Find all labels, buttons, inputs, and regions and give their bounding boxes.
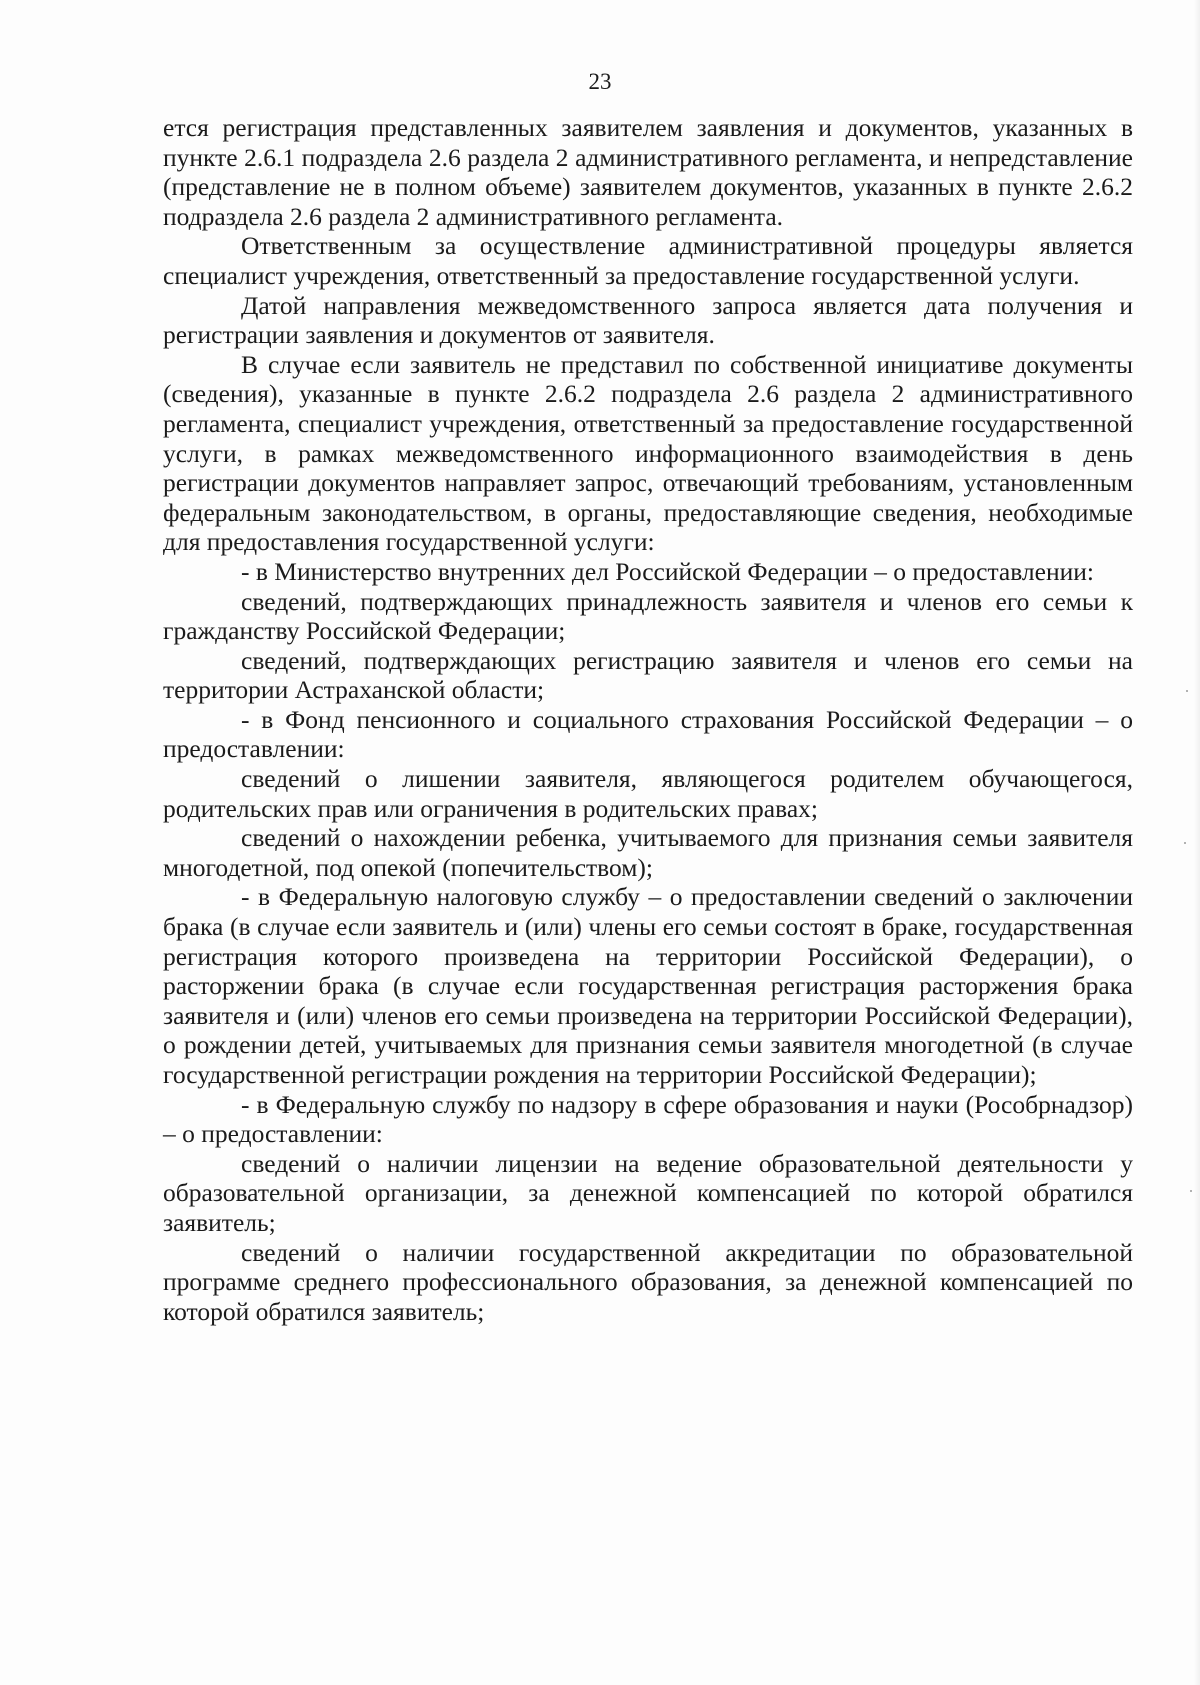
paragraph: - в Фонд пенсионного и социального страхования Российской Федерации – о предоставлении: bbox=[163, 704, 1133, 764]
paragraph: сведений, подтверждающих регистрацию заявителя и членов его семьи на территории Астраханской области; bbox=[163, 645, 1133, 705]
paragraph: Датой направления межведомственного запроса является дата получения и регистрации заявления и документов от заявителя. bbox=[163, 290, 1133, 350]
paragraph: сведений о наличии государственной аккредитации по образовательной программе среднего профессионального образования, за денежной компенсацией по которой обратился заявитель; bbox=[163, 1237, 1133, 1326]
paragraph: сведений, подтверждающих принадлежность заявителя и членов его семьи к гражданству Российской Федерации; bbox=[163, 586, 1133, 646]
scan-speck bbox=[1190, 1190, 1192, 1192]
paragraph: сведений о нахождении ребенка, учитываемого для признания семьи заявителя многодетной, под опекой (попечительством); bbox=[163, 823, 1133, 882]
paragraph: В случае если заявитель не представил по собственной инициативе документы (сведения), указанные в пункте 2.6.2 подраздела 2.6 раздела 2 административного регламента, специалист учреждения, ответственный за предоставление государственной услуги, в рамках межведомственного информационного взаимодействия в день регистрации документов направляет запрос, отвечающий требованиям, установленным федеральным законодательством, в органы, предоставляющие сведения, необходимые для предоставления государственной услуги: bbox=[163, 349, 1133, 557]
document-body bbox=[163, 113, 1133, 1326]
paragraph: - в Федеральную налоговую службу – о предоставлении сведений о заключении брака (в случае если заявитель и (или) члены его семьи состоят в браке, государственная регистрация которого произведена на территории Российской Федерации), о расторжении брака (в случае если государственная регистрация расторжения брака заявителя и (или) членов его семьи произведена на территории Российской Федерации), о рождении детей, учитываемых для признания семьи заявителя многодетной (в случае государственной регистрации рождения на территории Российской Федерации); bbox=[163, 882, 1133, 1089]
paragraph: сведений о лишении заявителя, являющегося родителем обучающегося, родительских прав или ограничения в родительских правах; bbox=[163, 764, 1133, 823]
paragraph: сведений о наличии лицензии на ведение образовательной деятельности у образовательной организации, за денежной компенсацией по которой обратился заявитель; bbox=[163, 1148, 1133, 1237]
page-number: 23 bbox=[588, 69, 612, 94]
paragraph: - в Министерство внутренних дел Российской Федерации – о предоставлении: bbox=[241, 556, 1094, 586]
scan-speck bbox=[1186, 690, 1188, 692]
scan-edge-shadow bbox=[1194, 0, 1200, 1685]
scan-speck bbox=[1184, 842, 1186, 844]
paragraph: Ответственным за осуществление административной процедуры является специалист учреждения, ответственный за предоставление государственной услуги. bbox=[163, 231, 1133, 290]
paragraph: - в Федеральную службу по надзору в сфере образования и науки (Рособрнадзор) – о предоставлении: bbox=[163, 1089, 1133, 1149]
paragraph: ется регистрация представленных заявителем заявления и документов, указанных в пункте 2.6.1 подраздела 2.6 раздела 2 административного регламента, и непредставление (представление не в полном объеме) заявителем документов, указанных в пункте 2.6.2 подраздела 2.6 раздела 2 административного регламента. bbox=[163, 113, 1133, 231]
